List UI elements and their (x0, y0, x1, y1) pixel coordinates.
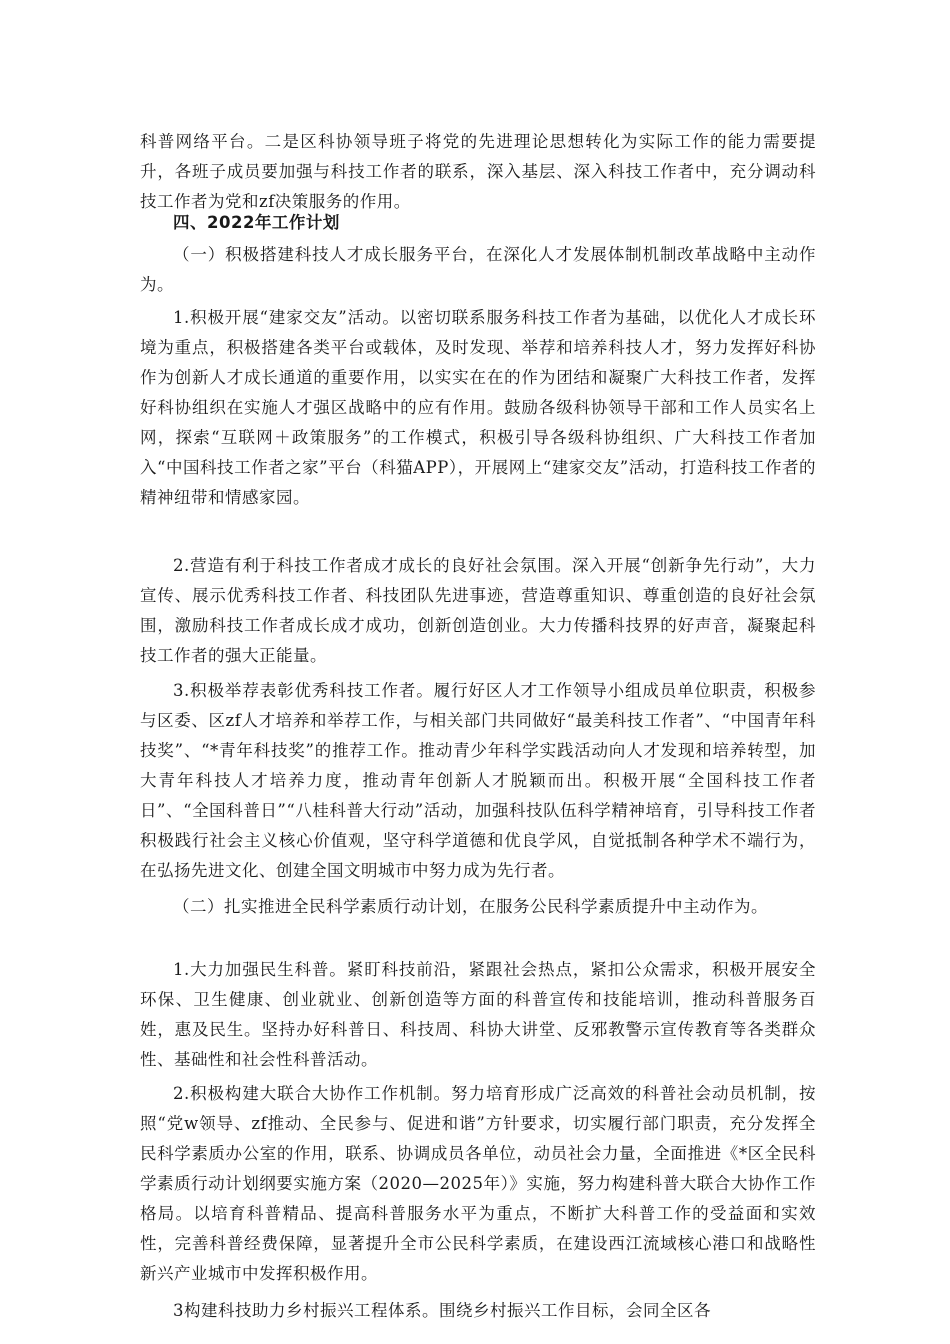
subsection-heading: （一）积极搭建科技人才成长服务平台，在深化人才发展体制机制改革战略中主动作为。 (140, 245, 816, 294)
body-paragraph: 3.积极举荐表彰优秀科技工作者。履行好区人才工作领导小组成员单位职责，积极参与区委、区zf人才培养和举荐工作，与相关部门共同做好“最美科技工作者”、“中国青年科技奖”、“*青年科技奖”的推荐工作。推动青少年科学实践活动向人才发现和培养转型，加大青年科技人才培养力度，推动青年创新人才脱颖而出。积极开展“全国科技工作者日”、“全国科普日”“八桂科普大行动”活动，加强科技队伍科学精神培育，引导科技工作者积极践行社会主义核心价值观，坚守科学道德和优良学风，自觉抵制各种学术不端行为，在弘扬先进文化、创建全国文明城市中努力成为先行者。 (140, 681, 816, 880)
body-paragraph: 2.积极构建大联合大协作工作机制。努力培育形成广泛高效的科普社会动员机制，按照“党w领导、zf推动、全民参与、促进和谐”方针要求，切实履行部门职责，充分发挥全民科学素质办公室的作用，联系、协调成员各单位，动员社会力量，全面推进《*区全民科学素质行动计划纲要实施方案（2020—2025年）》实施，努力构建科普大联合大协作工作格局。以培育科普精品、提高科普服务水平为重点，不断扩大科普工作的受益面和实效性，完善科普经费保障，显著提升全市公民科学素质，在建设西江流域核心港口和战略性新兴产业城市中发挥积极作用。 (140, 1084, 816, 1283)
body-paragraph: 3构建科技助力乡村振兴工程体系。围绕乡村振兴工作目标，会同全区各 (173, 1301, 711, 1320)
body-paragraph: 1.大力加强民生科普。紧盯科技前沿，紧跟社会热点，紧扣公众需求，积极开展安全环保、卫生健康、创业就业、创新创造等方面的科普宣传和技能培训，推动科普服务百姓，惠及民生。坚持办好科普日、科技周、科协大讲堂、反邪教警示宣传教育等各类群众性、基础性和社会性科普活动。 (140, 960, 816, 1069)
body-paragraph: 科普网络平台。二是区科协领导班子将党的先进理论思想转化为实际工作的能力需要提升，各班子成员要加强与科技工作者的联系，深入基层、深入科技工作者中，充分调动科技工作者为党和zf决策服务的作用。 (140, 132, 816, 211)
subsection-heading: （二）扎实推进全民科学素质行动计划，在服务公民科学素质提升中主动作为。 (173, 897, 768, 916)
body-paragraph: 2.营造有利于科技工作者成才成长的良好社会氛围。深入开展“创新争先行动”，大力宣传、展示优秀科技工作者、科技团队先进事迹，营造尊重知识、尊重创造的良好社会氛围，激励科技工作者成长成才成功，创新创造创业。大力传播科技界的好声音，凝聚起科技工作者的强大正能量。 (140, 556, 816, 665)
section-heading: 四、2022年工作计划 (173, 213, 340, 232)
body-paragraph: 1.积极开展“建家交友”活动。以密切联系服务科技工作者为基础，以优化人才成长环境为重点，积极搭建各类平台或载体，及时发现、举荐和培养科技人才，努力发挥好科协作为创新人才成长通道的重要作用，以实实在在的作为团结和凝聚广大科技工作者，发挥好科协组织在实施人才强区战略中的应有作用。鼓励各级科协领导干部和工作人员实名上网，探索“互联网＋政策服务”的工作模式，积极引导各级科协组织、广大科技工作者加入“中国科技工作者之家”平台（科猫APP），开展网上“建家交友”活动，打造科技工作者的精神纽带和情感家园。 (140, 308, 816, 507)
